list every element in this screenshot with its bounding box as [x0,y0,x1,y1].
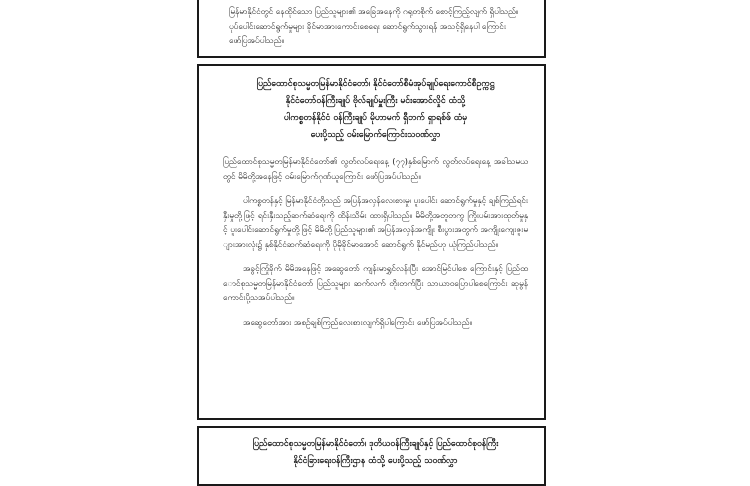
message-paragraph: အခွင့်ကြုံခိုက် မိမိအနေဖြင့် အဆွေတော် ကျန်းမာရွှင်လန်းပြီး အောင်မြင်ပါစေ ကြောင်းနှင့် ပြည်ထောင်စုသမ္မတမြန်မာနိုင်ငံတော် ပြည်သူများ ဆက်လက် တိုးတက်ပြီး သာယာဝပြောပါစေကြောင်း ဆုမွန်ကောင်းပို့သအပ်ပါသည်။ [223,263,528,302]
message-paragraph: ပါကစ္စတန်နှင့် မြန်မာနိုင်ငံတို့သည် အပြန်အလှန်လေးစားမှု၊ ပူးပေါင်း ဆောင်ရွက်မှုနှင့် ချစ်ကြည်ရင်းနှီးမှုတို့ဖြင့် ရင်းနှီးသည့်ဆက်ဆံရေးကို ထိန်းသိမ်း ထားရှိပါသည်။ မိမိတို့အတူတကွ ကြိုးပမ်းအားထုတ်မှုနှင့် ပူးပေါင်းဆောင်ရွက်မှုတို့ဖြင့် မိမိတို့ပြည်သူများ၏ အပြန်အလှန်အကျိုး စီးပွားအတွက် အကျိုးကျေးဇူးများအားလုံး၌ နှစ်နိုင်ငံဆက်ဆံရေးကို ပိုမိုခိုင်မာအောင် ဆောင်ရွက် နိုင်မည်ဟု ယုံကြည်ပါသည်။ [223,195,528,249]
previous-statement-line: ဖော်ပြအပ်ပါသည်။ [229,35,285,45]
previous-statement-line: မြန်မာနိုင်ငံတွင် နေထိုင်သော ပြည်သူများ၏ အခြေအနေကို ဂရုတစိုက် စောင့်ကြည့်လျက် ရှိပါသည်။ [229,6,519,16]
next-headline-line: ပြည်ထောင်စုသမ္မတမြန်မာနိုင်ငံတော်၊ ဒုတိယဝန်ကြီးချုပ်နှင့် ပြည်ထောင်စုဝန်ကြီး [252,439,499,449]
message-headline [223,76,528,144]
next-statement-box [197,426,546,486]
previous-statement-box [197,0,546,58]
message-paragraph: အဆွေတော်အား အစဉ်ချစ်ကြည်လေးစားလျက်ရှိပါကြောင်း ဖော်ပြအပ်ပါသည်။ [243,316,473,327]
message-paragraph: ပြည်ထောင်စုသမ္မတမြန်မာနိုင်ငံတော်၏ လွတ်လပ်ရေးနေ့ (၇၇)နှစ်မြောက် လွတ်လပ်ရေးနေ့ အခါသမယတွင် မိမိတို့အနေဖြင့် ဝမ်းမြောက်ဂုဏ်ယူကြောင်း ဖော်ပြအပ်ပါသည်။ [223,156,528,181]
congratulatory-message-box [197,64,546,420]
headline-line: ပေးပို့သည့် ဝမ်းမြောက်ကြောင်းသဝဏ်လွှာ [310,130,441,140]
headline-line: ပါကစ္စတန်နိုင်ငံ ဝန်ကြီးချုပ် မိုဟာမက် ရှီဘက် ရှာရစ်ဖ် ထံမှ [283,113,468,123]
headline-line: ပြည်ထောင်စုသမ္မတမြန်မာနိုင်ငံတော်၊ နိုင်ငံတော်စီမံအုပ်ချုပ်ရေးကောင်စီဥက္ကဋ္ဌ [256,79,495,89]
headline-line: နိုင်ငံတော်ဝန်ကြီးချုပ် ဗိုလ်ချုပ်မှူးကြီး မင်းအောင်လှိုင် ထံသို့ [285,96,466,106]
previous-statement-line: ပုပ်ပေါင်းဆောင်ရွက်မှုများ ခိုင်မာအားကောင်းစေရေး ဆောင်ရွက်သွားရန် အသင့်ရှိနေပါ ကြောင်း [229,20,506,31]
next-headline-line: နိုင်ငံခြားရေးဝန်ကြီးဌာန ထံသို့ ပေးပို့သည့် သဝဏ်လွှာ [293,456,458,466]
